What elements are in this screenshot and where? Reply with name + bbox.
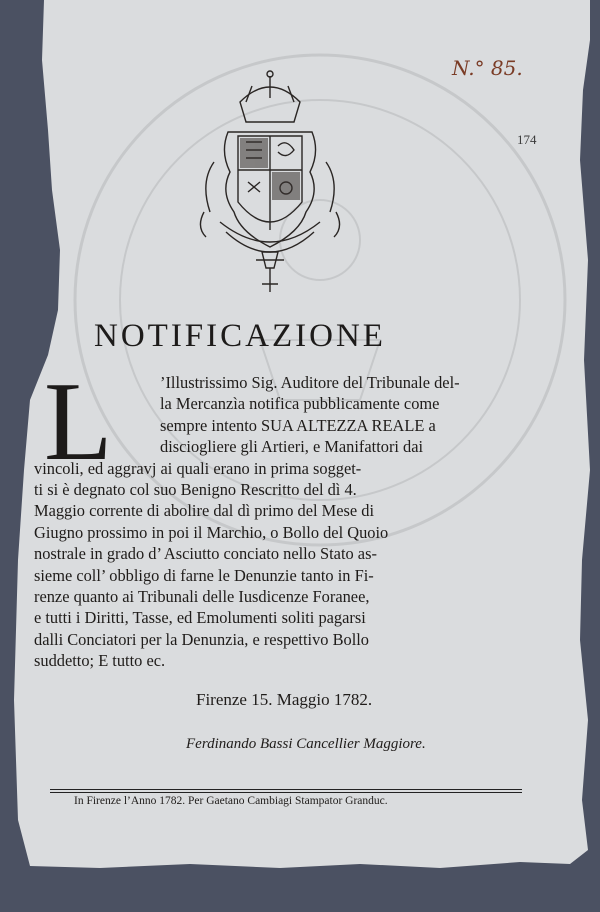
body-line: nostrale in grado d’ Asciutto conciato nello Stato as- <box>34 544 377 564</box>
body-line: la Mercanzìa notifica pubblicamente come <box>160 394 440 414</box>
body-line: ’Illustrissimo Sig. Auditore del Tribunale del- <box>160 373 460 392</box>
printer-imprint: In Firenze l’Anno 1782. Per Gaetano Cambiagi Stampator Granduc. <box>74 795 388 807</box>
body-line: suddetto; E tutto ec. <box>34 651 166 671</box>
body-line: sieme coll’ obbligo di farne le Denunzie tanto in Fi- <box>34 565 374 585</box>
body-line: disciogliere gli Artieri, e Manifattori dai <box>160 437 424 457</box>
body-line: dalli Conciatori per la Denunzia, e respettivo Bollo <box>34 629 369 649</box>
body-line: ti si è degnato col suo Benigno Rescritto del dì 4. <box>34 480 357 500</box>
body-line: Maggio corrente di abolire dal dì primo del Mese di <box>34 501 375 521</box>
signature-line: Ferdinando Bassi Cancellier Maggiore. <box>186 736 426 752</box>
imprint-divider-top <box>50 789 522 790</box>
body-line: renze quanto ai Tribunali delle Iusdicenze Foranee, <box>34 587 370 607</box>
imprint-divider-bottom <box>50 792 522 793</box>
notification-body <box>34 372 484 672</box>
body-line: e tutti i Diritti, Tasse, ed Emolumenti soliti pagarsi <box>34 608 366 628</box>
grand-ducal-coat-of-arms <box>190 62 350 302</box>
body-line: sempre intento SUA ALTEZZA REALE a <box>160 415 436 435</box>
body-line: vincoli, ed aggravj ai quali erano in prima sogget- <box>34 458 362 478</box>
document-title: NOTIFICAZIONE <box>94 318 386 354</box>
page-number: 174 <box>517 132 537 147</box>
manuscript-number-note: N.° 85. <box>452 56 523 80</box>
place-and-date: Firenze 15. Maggio 1782. <box>196 690 373 709</box>
body-line: Giugno prossimo in poi il Marchio, o Bollo del Quoio <box>34 522 389 542</box>
drop-capital: L <box>44 360 113 484</box>
